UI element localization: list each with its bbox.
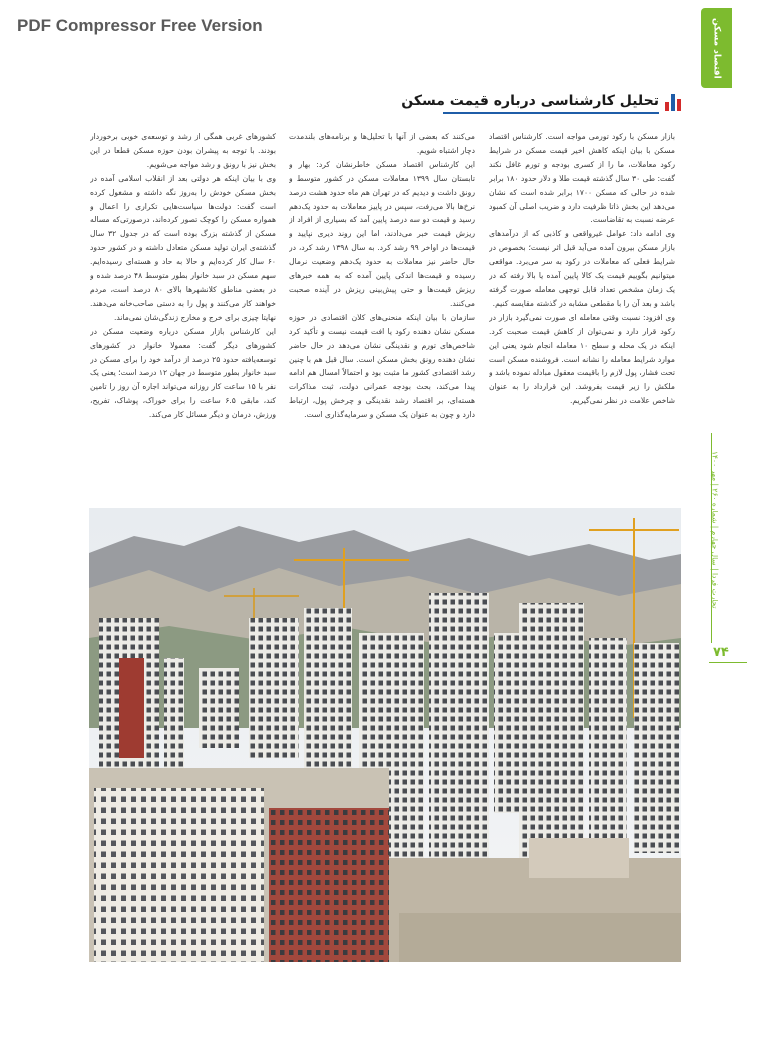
title-underline <box>443 112 659 114</box>
section-tab <box>701 8 732 88</box>
pdf-watermark: PDF Compressor Free Version <box>17 16 263 35</box>
article-title: تحلیل کارشناسی درباره قیمت مسکن <box>401 93 659 109</box>
page-number-rule <box>709 662 747 663</box>
bar-chart-icon <box>665 94 681 111</box>
paragraph: وی افزود: نسبت وقتی معامله ای صورت نمی‌گیرد بازار در رکود قرار دارد و نمی‌توان از کاهش قیمت صحبت کرد. اینکه در یک محله و سطح ۱۰ معامله انجام شود یعنی این موارد شرایط معامله را نشانه است. فروشنده مسکن است تحت فشار، پول لازم را باقیمت معقول مبادله نموده باشد و ملکش را زیر قیمت بفروشد. این قرارداد را به عنوان شاخص علامت در نظر نمی‌گیریم. <box>489 312 675 406</box>
issue-info-text: تجارت فردا | سال چهارم | شماره ۲۶۰ | مهر ۱۴۰۰ <box>710 451 720 609</box>
paragraph: کشورهای غربی همگی از رشد و توسعه‌ی خوبی برخوردار بودند. با توجه به پیشران بودن حوزه مسکن قطعا در این بخش نیز با رونق و رشد مواجه می‌شویم. <box>90 132 276 169</box>
article-column-left <box>90 130 276 492</box>
construction-photo <box>89 508 681 962</box>
paragraph: سازمان با بیان اینکه منحنی‌های کلان اقتصادی در حوزه مسکن نشان دهنده رکود یا افت قیمت نیست و تأکید کرد شاخص‌های تورم و نقدینگی نشان می‌دهد در حال حاضر نشان دهنده رونق بخش مسکن است. سال قبل هم با چنین رشد اقتصادی کشور ما مثبت بود و احتمالاً امسال هم ادامه پیدا می‌کند، بحث بودجه عمرانی دولت، ثبت مذاکرات هسته‌ای، بر اقتصاد رشد نقدینگی و چرخش پول، ارتباط دارد و چون به عنوان یک مسکن و سرمایه‌گذاری است. <box>289 312 475 420</box>
paragraph: این کارشناس اقتصاد مسکن خاطرنشان کرد: بهار و تابستان سال ۱۳۹۹ معاملات مسکن در کشور متوسط و رونق داشت و دیدیم که در تهران هم ماه حدود هشت درصد نرخ‌ها بالا می‌رفت، سپس در پاییز معاملات به حدود یک‌دهم رسید و قیمت دو سه درصد پایین آمد که بسیاری از افراد از ریزش قیمت خبر می‌دادند، اما این روند دیری نپایید و قیمت‌ها در اواخر ۹۹ رشد کرد. به سال ۱۳۹۸ رشد کرد، در حال حاضر نیز معاملات به حدود یک‌دهم وضعیت نرمال رسیده و قیمت‌ها اندکی پایین آمده که به همه خبرهای ریزش قیمت‌ها و حتی پیش‌بینی ریزش در آینده صحبت می‌کنند. <box>289 159 475 308</box>
paragraph: وی ادامه داد: عوامل غیرواقعی و کاذبی که از درآمدهای بازار مسکن بیرون آمده می‌آید قبل اثر نیست؛ بخصوص در شرایط فعلی که معاملات در رکود به سر می‌برد. مواقعی میتوانیم بگوییم قیمت یک کالا پایین آمده یا بالا رفته که در یک زمان مشخص تعداد قابل توجهی معامله صورت گرفته باشد و بعد آن را با مقطعی مشابه در گذشته مقایسه کنیم. <box>489 229 675 308</box>
paragraph: وی با بیان اینکه هر دولتی بعد از انقلاب اسلامی آمده در بخش مسکن خودش را به‌روز نگه داشته و مشغول کرده است گفت: دولت‌ها سیاست‌هایی تکراری را اعمال و همواره مسکن را کوچک تصور کرده‌اند، درصورتی‌که مساله مسکن از گذشته بزرگ بوده است که در جدول ۳۲ سال گذشته‌ی ایران تولید مسکن متعادل داشته و در کشور حدود ۶۰ سال کار کرده‌ایم و حالا به حاد و هسته‌ای رسیده‌ایم. سهم مسکن در سبد خانوار بطور متوسط ۴۸ درصد شده و در بعضی مناطق کلانشهرها بالای ۸۰ درصد است، مردم خواهند کار می‌کنند و پول را به دستی صاحب‌خانه می‌دهند. نهایتا چیزی برای خرج و مخارج زندگی‌شان نمی‌ماند. <box>90 173 276 322</box>
article-column-middle <box>289 130 475 492</box>
paragraph: بازار مسکن با رکود تورمی مواجه است. کارشناس اقتصاد مسکن با بیان اینکه کاهش اخیر قیمت مسکن در شرایط رکود معاملات، ما را از کسری بودجه و تورم غافل نکند گفت: طی ۳۰ سال گذشته قیمت طلا و دلار حدود ۱۸۰ برابر شده در حالی که مسکن ۱۷۰۰ برابر شده است که نشان می‌دهد این بخش ذاتا ظرفیت دارد و ضریب اصلی آن کمبود عرضه نسبت به تقاضاست. <box>489 132 675 225</box>
article-title-bar <box>401 92 681 114</box>
page-number: ۷۴ <box>713 645 729 660</box>
paragraph: این کارشناس بازار مسکن درباره وضعیت مسکن در کشورهای دیگر گفت: معمولا خانوار در کشورهای توسعه‌یافته حدود ۲۵ درصد از درآمد خود را برای مسکن در سبد خانوار بطور متوسط در جهان ۱۲ درصد است؛ یعنی یک نفر با ۱۵ ساعت کار روزانه می‌تواند اجاره آن روز را تامین کند، مابقی ۶.۵ ساعت را برای خوراک، پوشاک، تفریح، ورزش، درمان و دیگر مسائل کار می‌کند. <box>90 326 276 420</box>
paragraph: می‌کنند که بعضی از آنها با تحلیل‌ها و برنامه‌های بلندمدت دچار اشتباه شویم. <box>289 132 475 155</box>
section-tab-label: اقتصاد مسکن <box>711 17 722 79</box>
issue-info <box>700 440 730 620</box>
article-column-right <box>489 130 675 492</box>
